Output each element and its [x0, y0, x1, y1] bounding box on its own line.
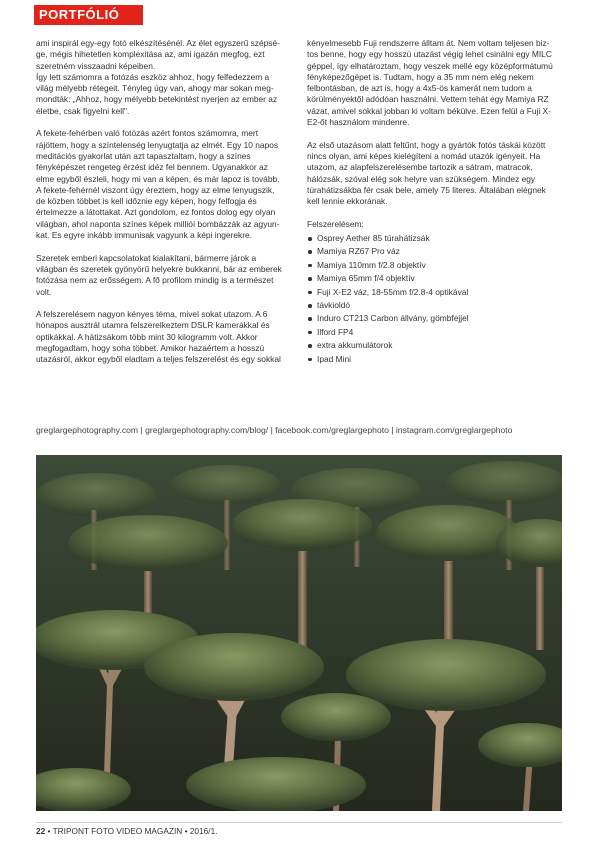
- article-paragraph: ami inspirál egy-egy fotó elkészítésénél. Az élet egyszerű szépsé- ge, mégis hihetetlen komplexitása az, ami igazán megfog, ezt szeretném visszaadni képeiben.: [36, 38, 280, 71]
- gear-list-item: extra akkumulátorok: [307, 339, 559, 352]
- gear-list-item: Mamiya RZ67 Pro váz: [307, 245, 559, 258]
- page-number: 22: [36, 826, 46, 836]
- gear-list-item: Osprey Aether 85 túrahátizsák: [307, 232, 559, 245]
- article-paragraph: A fekete-fehérben való fotózás azért fontos számomra, mert rájöttem, hogy a színtelenség lenyugtatja az elmét. Egy 10 napos meditációs gyakorlat után azt tapasztaltam, hogy a színes fényképészet rengeteg érzést idéz fel bennem. Ugyanakkor az elme egyből észleli, hogy mi van a képen, és már lapoz is tovább. A fekete-fehérnél viszont úgy éreztem, hogy az elme lenyugszik, de közben többet is kell időznie egy képen, hogy felfogja és értelmezze a látottakat. Azt gondolom, ez fontos dolog egy olyan világban, ahol naponta színes képek millióí bombázzák az agyun- kat. Es egyre inkább immunisak vagyunk a képi ingerekre.: [36, 128, 280, 241]
- gear-list-item: Ilford FP4: [307, 326, 559, 339]
- gear-list-item: Induro CT213 Carbon állvány, gömbfejjel: [307, 312, 559, 325]
- magazine-issue: • TRIPONT FOTO VIDEO MAGAZIN • 2016/1.: [45, 826, 218, 836]
- gear-list-item: Ipad Mini: [307, 353, 559, 366]
- dragon-blood-tree-forest-photo: [36, 455, 562, 811]
- article-paragraph: kényelmesebb Fuji rendszerre álltam át. Nem voltam teljesen biz- tos benne, hogy egy hosszú utazást végig lehet csinálni egy MILC géppel, így elhatároztam, hogy veszek mellé egy középformátumú fényképezőgépet is. Tudtam, hogy a 35 mm nem elég nekem felbontásban, de azt is, hogy a 4x5-ös kamerát nem tudom a körülményektől adódóan használni. Vettem tehát egy Mamiya RZ vázat, amivel sokkal jobban ki voltam békülve. Ezen felül a Fuji X-E2-őt használom mindenre.: [307, 38, 553, 128]
- article-left-column: [36, 38, 282, 366]
- footer-divider: [36, 822, 562, 823]
- page-footer: [36, 826, 217, 836]
- article-paragraph: Az első utazásom alatt feltűnt, hogy a gyártók fotós táskái között nincs olyan, ami képes kielégíteni a nomád utazók igényeit. Ha utazom, az alapfelszerelésembe tartozik a sátram, matracok, hálózsák, szóval elég sok helyre van szükségem. Mindez egy túrahátizsákba fér csak bele, amely 75 literes. Általában elégnek kell lennie ekkorának.: [307, 139, 546, 207]
- gear-list-item: Mamiya 65mm f/4 objektív: [307, 272, 559, 285]
- article-paragraph: Így lett számomra a fotózás eszköz ahhoz, hogy felfedezzem a világ mélyebb rétegeit. Tényleg úgy van, ahogy mar sokan meg- mondták: „Ahhoz, hogy mélyebb betekintést nyerjen az ember az életbe, csak figyelni kell".: [36, 71, 278, 116]
- gear-list-item: Mamiya 110mm f/2.8 objektív: [307, 259, 559, 272]
- article-paragraph: Szeretek emberi kapcsolatokat kialakítani, bármerre járok a világban és szeretek gyönyörű helyekre bukkanni, bár az emberek fotózása nem az erősségem. A fő profilom mindig is a természet volt.: [36, 252, 282, 297]
- article-right-column: [307, 38, 559, 366]
- article-paragraph: A felszerelésem nagyon kényes téma, mivel sokat utazom. A 6 hónapos ausztrál utamra felszerelkeztem DSLR kamerákkal és optikákkal. A hátizsákom több mint 30 kilogramm volt. Akkor megfogadtam, hogy soha többet. Amikor hazaértem a hosszú utazásról, akkor egyből eladtam a teljes felszerelést és egy sokkal: [36, 309, 281, 365]
- gear-list-item: Fuji X-E2 váz, 18-55mm f/2.8-4 optikával: [307, 286, 559, 299]
- section-tag: PORTFÓLIÓ: [34, 5, 143, 25]
- photographer-links[interactable]: greglargephotography.com | greglargephotography.com/blog/ | facebook.com/greglargephoto | instagram.com/greglargephoto: [36, 425, 513, 435]
- gear-heading: Felszerelésem:: [307, 218, 364, 229]
- gear-list-item: távkioldó: [307, 299, 559, 312]
- gear-list: [307, 232, 559, 366]
